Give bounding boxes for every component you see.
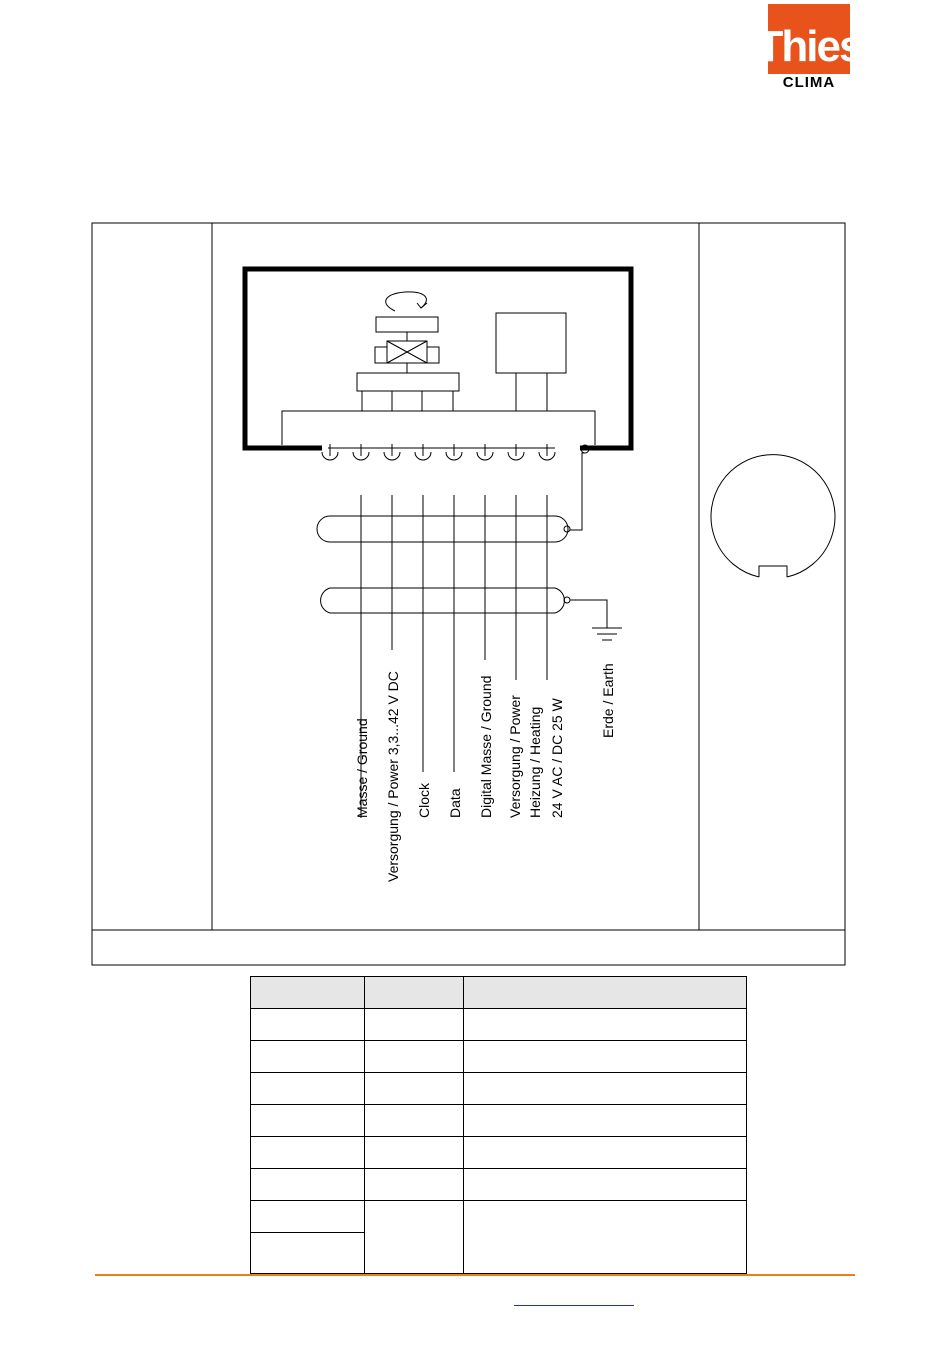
wire-label-ground: Masse / Ground bbox=[354, 718, 370, 818]
table-header-cell bbox=[365, 977, 464, 1009]
table-row bbox=[251, 1041, 747, 1073]
wire-label-heating: Heizung / Heating bbox=[527, 706, 543, 818]
wire-label-digital-ground: Digital Masse / Ground bbox=[478, 675, 494, 818]
rotation-arrow-icon bbox=[386, 292, 427, 311]
table-row bbox=[251, 1169, 747, 1201]
logo-subtitle: CLIMA bbox=[782, 74, 836, 91]
table-header-cell bbox=[251, 977, 365, 1009]
logo-wordmark: Thies bbox=[756, 22, 862, 71]
footer-link[interactable] bbox=[514, 1305, 634, 1306]
shield-loop-upper bbox=[317, 516, 568, 542]
table-row bbox=[251, 1009, 747, 1041]
wire-label-power: Versorgung / Power 3,3...42 V DC bbox=[385, 671, 401, 882]
wire-label-heater-spec: 24 V AC / DC 25 W bbox=[549, 698, 565, 818]
pin-assignment-table bbox=[250, 976, 747, 1274]
table-row bbox=[251, 1105, 747, 1137]
connector-pins bbox=[322, 444, 589, 460]
connector-face bbox=[711, 455, 835, 577]
table-header-cell bbox=[464, 977, 747, 1009]
table-header-row bbox=[251, 977, 747, 1009]
shield-loop-lower bbox=[321, 588, 565, 613]
heater-box bbox=[496, 313, 566, 373]
internal-components bbox=[282, 292, 595, 445]
encoder-base bbox=[357, 373, 459, 391]
table-row bbox=[251, 1201, 747, 1233]
table-row bbox=[251, 1137, 747, 1169]
circuit-board bbox=[282, 411, 595, 445]
outer-frame bbox=[92, 223, 845, 965]
wire-label-heater-power: Versorgung / Power bbox=[507, 695, 523, 818]
wire-label-data: Data bbox=[447, 788, 463, 818]
sensor-housing bbox=[245, 269, 631, 448]
footer-divider bbox=[95, 1274, 855, 1276]
earth-label: Erde / Earth bbox=[600, 663, 616, 738]
rotor-plate bbox=[376, 317, 438, 332]
table-row bbox=[251, 1073, 747, 1105]
wire-label-clock: Clock bbox=[416, 782, 432, 818]
